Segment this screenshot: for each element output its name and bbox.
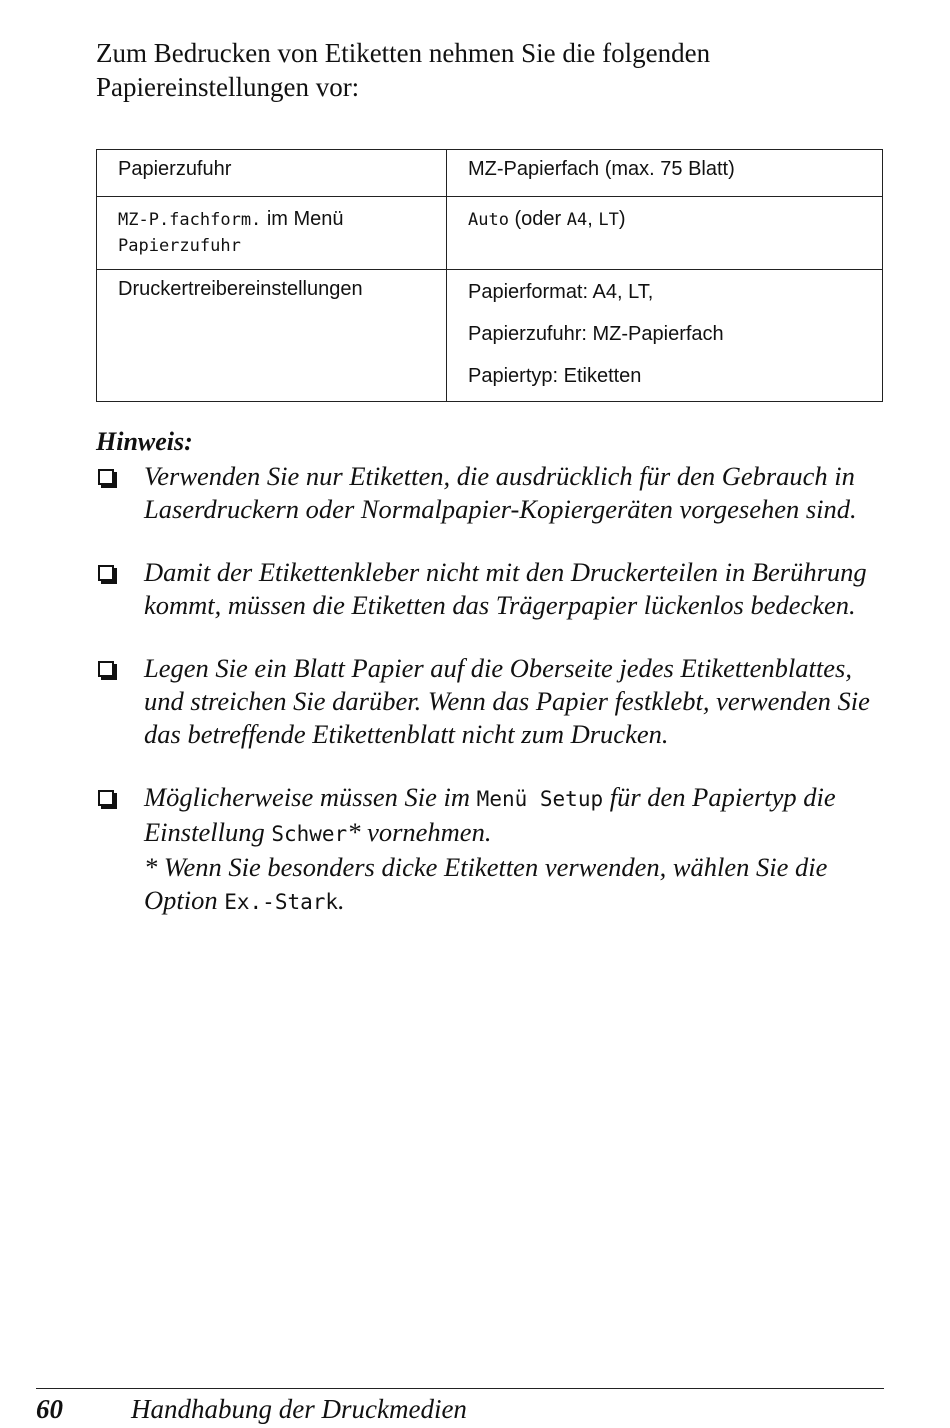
table-cell-label <box>97 197 447 270</box>
note-text: Legen Sie ein Blatt Papier auf die Oberseite jedes Etikettenblattes, und streichen Sie darüber. Wenn das Papier festklebt, verwenden Sie das betreffende Etikettenblatt nicht zum Drucken. <box>144 653 870 749</box>
note-text: Möglicherweise müssen Sie im <box>144 782 477 812</box>
checkbox-bullet-icon <box>98 661 114 677</box>
note-title: Hinweis: <box>96 427 193 456</box>
table-cell-value: MZ-Papierfach (max. 75 Blatt) <box>447 150 883 197</box>
note-text: Damit der Etikettenkleber nicht mit den Druckerteilen in Berührung kommt, müssen die Etiketten das Trägerpapier lückenlos bedecken. <box>144 557 867 620</box>
value-text: , <box>587 208 599 230</box>
note-list <box>96 460 896 949</box>
setting-code: Ex.-Stark <box>224 890 339 914</box>
menu-code: Papierzufuhr <box>118 236 241 256</box>
list-item <box>96 781 896 919</box>
table-cell-label: Druckertreibereinstellungen <box>97 270 447 402</box>
value-text: (oder <box>508 208 567 230</box>
table-cell-value <box>447 270 883 402</box>
driver-setting-line: Papierzufuhr: MZ-Papierfach <box>468 323 724 345</box>
intro-text: Zum Bedrucken von Etiketten nehmen Sie die folgenden Papiereinstellungen vor: <box>96 38 711 102</box>
list-item <box>96 460 896 526</box>
checkbox-bullet-icon <box>98 565 114 581</box>
table-cell-value <box>447 197 883 270</box>
note-text: Verwenden Sie nur Etiketten, die ausdrücklich für den Gebrauch in Laserdruckern oder Normalpapier-Kopiergeräten vorgesehen sind. <box>144 461 857 524</box>
list-item <box>96 652 896 751</box>
setting-code: Schwer <box>271 822 348 846</box>
value-text: ) <box>618 208 626 230</box>
table-row <box>97 270 883 402</box>
table-cell-label: Papierzufuhr <box>97 150 447 197</box>
table-row <box>97 150 883 197</box>
note-text: * Wenn Sie besonders dicke Etiketten verwenden, wählen Sie die Option <box>144 852 828 915</box>
checkbox-bullet-icon <box>98 469 114 485</box>
note-text: für den Papiertyp die Einstellung <box>144 782 836 847</box>
paper-settings-table <box>96 149 883 402</box>
driver-setting-line: Papiertyp: Etiketten <box>468 365 642 387</box>
note-text: * vornehmen. <box>347 817 492 847</box>
list-item <box>96 556 896 622</box>
setting-code: Auto <box>468 210 509 230</box>
setting-code: LT <box>598 210 619 230</box>
footer-rule <box>36 1388 884 1389</box>
setting-code: A4 <box>566 210 588 230</box>
page-number: 60 <box>36 1394 63 1424</box>
table-row <box>97 197 883 270</box>
menu-code: MZ-P.fachform. <box>118 210 262 230</box>
note-text: . <box>338 885 345 915</box>
menu-code: Menü Setup <box>476 787 604 811</box>
checkbox-bullet-icon <box>98 790 114 806</box>
label-text: im Menü <box>261 208 344 230</box>
driver-setting-line: Papierformat: A4, LT, <box>468 281 654 303</box>
footer-title: Handhabung der Druckmedien <box>131 1394 467 1424</box>
